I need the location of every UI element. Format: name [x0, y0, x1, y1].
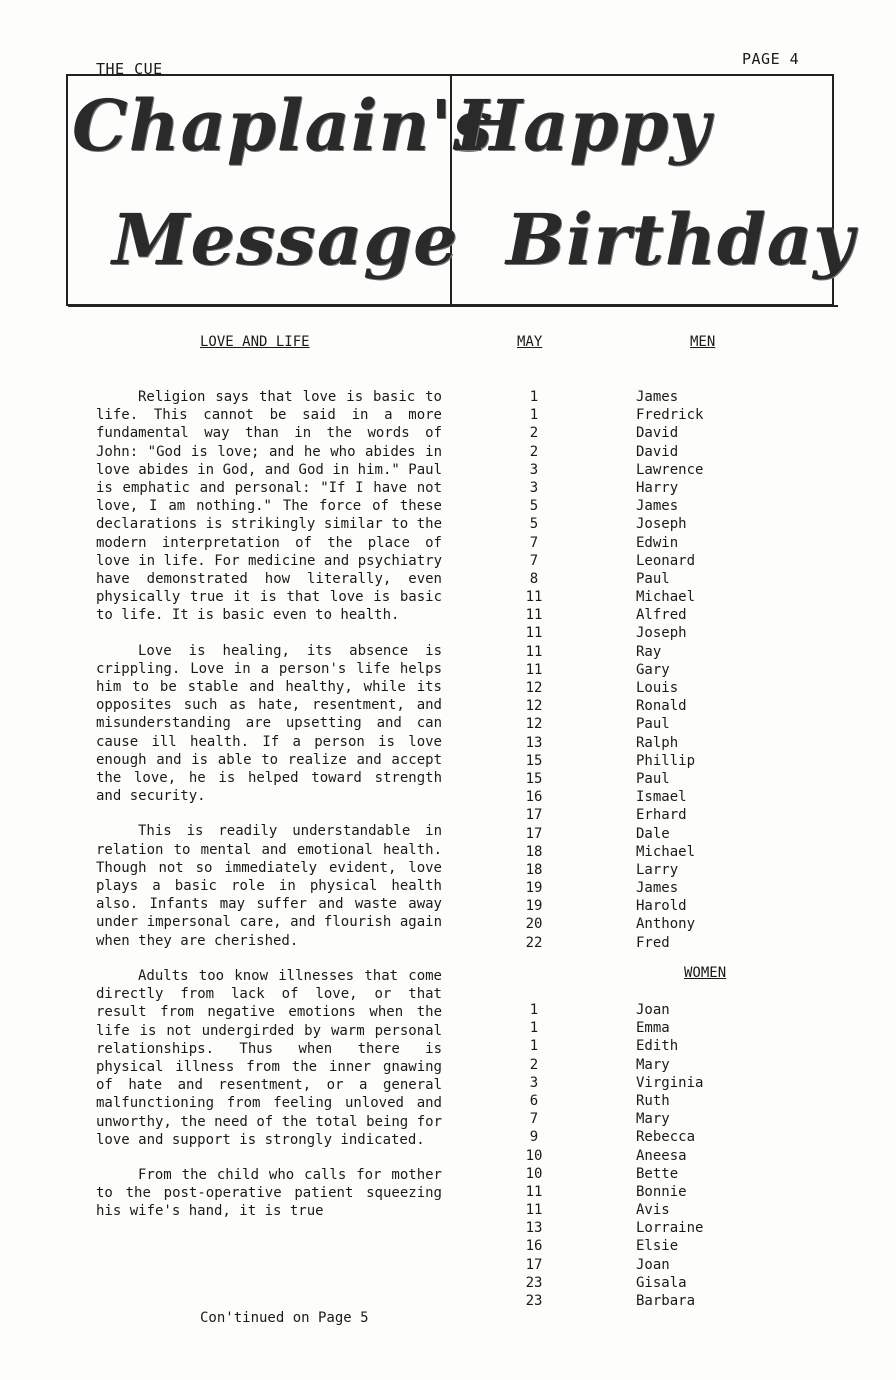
birthday-name: Michael — [636, 589, 696, 606]
birthday-name: Elsie — [636, 1238, 679, 1255]
birthday-day: 5 — [529, 498, 539, 515]
birthday-day: 12 — [525, 716, 543, 733]
birthday-name: Fred — [636, 934, 670, 951]
article-paragraph: Religion says that love is basic to life. This cannot be said in a more fundamental way than in the words of John: "God is love; and he who abides in love abides in God, and God in him." Paul is emphatic and personal: "If I have not love, I am nothing." The force of these declarations is strikingly similar to the modern interpretation of the place of love in life. For medicine and psychiatry have demonstrated how literally, even physically true it is that love is basic to life. It is basic even to health. — [96, 389, 442, 624]
birthday-day: 11 — [525, 625, 543, 642]
birthday-day: 11 — [525, 607, 543, 624]
birthday-name: Michael — [636, 843, 696, 860]
birthday-name: Mary — [636, 1111, 670, 1128]
birthday-day: 1 — [529, 1038, 539, 1055]
article-body — [96, 388, 442, 1238]
birthday-day: 19 — [525, 898, 543, 915]
birthday-name: Mary — [636, 1056, 670, 1073]
birthday-day: 16 — [525, 789, 543, 806]
birthday-day: 15 — [525, 770, 543, 787]
birthday-day: 23 — [525, 1293, 543, 1309]
birthday-name: Bonnie — [636, 1183, 687, 1200]
birthday-day: 12 — [525, 680, 543, 696]
birthday-day: 1 — [529, 1020, 539, 1037]
birthday-name: Anthony — [636, 916, 696, 933]
birthday-name: Aneesa — [636, 1147, 687, 1164]
birthday-name: Joseph — [636, 625, 687, 642]
birthday-day: 2 — [529, 1056, 539, 1073]
title-banner — [66, 74, 855, 306]
birthday-name: James — [636, 498, 679, 515]
birthday-day: 17 — [525, 807, 543, 824]
birthday-day: 2 — [529, 425, 539, 442]
birthday-name: Paul — [636, 770, 670, 787]
birthday-day: 17 — [525, 825, 543, 842]
birthday-name: David — [636, 425, 679, 442]
birthday-day: 19 — [525, 880, 543, 897]
birthday-day: 11 — [525, 643, 543, 660]
birthday-day: 18 — [525, 843, 543, 860]
article-title: LOVE AND LIFE — [200, 334, 310, 350]
women-heading: WOMEN — [684, 965, 727, 981]
banner-chaplains: Chaplain's — [72, 84, 494, 167]
birthday-day: 15 — [525, 752, 543, 769]
birthday-name: Virginia — [636, 1074, 704, 1091]
birthday-name: Edwin — [636, 534, 679, 551]
birthday-day: 12 — [525, 698, 543, 715]
birthday-name: Alfred — [636, 607, 687, 624]
birthday-day: 3 — [529, 461, 539, 478]
banner-rule — [68, 305, 838, 307]
birthday-day: 7 — [529, 534, 539, 551]
article-paragraph: Adults too know illnesses that come directly from lack of love, or that result from negative emotions when the life is not undergirded by warm personal relationships. Thus when there is physical illness from the inner gnawing of hate and resentment, or a general malfunctioning from feeling unloved and unworthy, the need of the total being for love and support is strongly indicated. — [96, 967, 442, 1148]
newsletter-name: THE CUE — [96, 60, 163, 78]
banner-happy: Happy — [456, 84, 712, 167]
birthday-day: 13 — [525, 1220, 543, 1237]
birthday-day: 22 — [525, 934, 543, 951]
birthday-day: 9 — [529, 1129, 539, 1146]
birthday-day: 23 — [525, 1274, 543, 1291]
article-paragraph: Love is healing, its absence is crippling. Love in a person's life helps him to be stable and healthy, while its opposites such as hate, resentment, and misunderstanding are upsetting and can cause ill health. If a person is love enough and is able to realize and accept the love, he is helped toward strength and security. — [96, 642, 442, 805]
article-paragraph: From the child who calls for mother to the post-operative patient squeezing his wife's hand, it is true — [96, 1166, 442, 1220]
birthday-day: 7 — [529, 552, 539, 569]
birthday-day: 8 — [529, 570, 539, 587]
article-paragraph: This is readily understandable in relation to mental and emotional health. Though not so immediately evident, love plays a basic role in physical health also. Infants may suffer and waste away under impersonal care, and flourish again when they are cherished. — [96, 823, 442, 949]
birthday-day: 16 — [525, 1238, 543, 1255]
birthday-name: Bette — [636, 1165, 679, 1182]
birthday-name: Lawrence — [636, 461, 704, 478]
birthday-day: 10 — [525, 1147, 543, 1164]
birthday-name: Phillip — [636, 752, 696, 769]
birthday-name: Joan — [636, 1002, 670, 1018]
birthday-name: Ray — [636, 643, 662, 660]
birthday-name: Rebecca — [636, 1129, 696, 1146]
birthday-day: 13 — [525, 734, 543, 751]
birthday-name: Ralph — [636, 734, 679, 751]
birthday-name: Louis — [636, 680, 679, 696]
birthday-name: Joan — [636, 1256, 670, 1273]
birthday-day: 2 — [529, 443, 539, 460]
birthday-name: Avis — [636, 1202, 670, 1219]
birthday-day: 10 — [525, 1165, 543, 1182]
birthday-name: Fredrick — [636, 407, 704, 424]
birthday-name: Harold — [636, 898, 687, 915]
birthday-day: 3 — [529, 479, 539, 496]
birthday-day: 1 — [529, 1002, 539, 1018]
birthday-day: 1 — [529, 407, 539, 424]
birthday-name: David — [636, 443, 679, 460]
birthday-name: Ruth — [636, 1092, 670, 1109]
birthday-day: 6 — [529, 1092, 539, 1109]
birthday-day: 18 — [525, 861, 543, 878]
birthday-day: 5 — [529, 516, 539, 533]
page-number: PAGE 4 — [742, 50, 800, 68]
birthday-day: 11 — [525, 589, 543, 606]
birthday-name: Erhard — [636, 807, 687, 824]
birthday-name: James — [636, 389, 679, 405]
birthday-name: Ronald — [636, 698, 687, 715]
banner-birthday: Birthday — [506, 198, 855, 281]
birthday-day: 11 — [525, 1202, 543, 1219]
birthday-name: James — [636, 880, 679, 897]
birthday-name: Barbara — [636, 1293, 696, 1309]
birthday-day: 7 — [529, 1111, 539, 1128]
birthday-day: 11 — [525, 1183, 543, 1200]
birthday-day: 11 — [525, 661, 543, 678]
birthday-name: Paul — [636, 570, 670, 587]
birthday-day: 20 — [525, 916, 543, 933]
birthday-name: Lorraine — [636, 1220, 704, 1237]
banner-message: Message — [112, 198, 459, 281]
birthday-day: 17 — [525, 1256, 543, 1273]
birthday-name: Ismael — [636, 789, 687, 806]
birthday-name: Gary — [636, 661, 670, 678]
birthday-name: Joseph — [636, 516, 687, 533]
month-heading: MAY — [517, 334, 543, 350]
birthday-name: Emma — [636, 1020, 670, 1037]
birthday-name: Edith — [636, 1038, 679, 1055]
birthday-name: Larry — [636, 861, 679, 878]
birthday-name: Dale — [636, 825, 670, 842]
birthday-day: 3 — [529, 1074, 539, 1091]
birthday-day: 1 — [529, 389, 539, 405]
birthday-name: Harry — [636, 479, 679, 496]
birthday-name: Leonard — [636, 552, 696, 569]
birthday-name: Gisala — [636, 1274, 687, 1291]
men-heading: MEN — [690, 334, 716, 350]
continued-note: Con'tinued on Page 5 — [200, 1310, 369, 1326]
birthday-name: Paul — [636, 716, 670, 733]
